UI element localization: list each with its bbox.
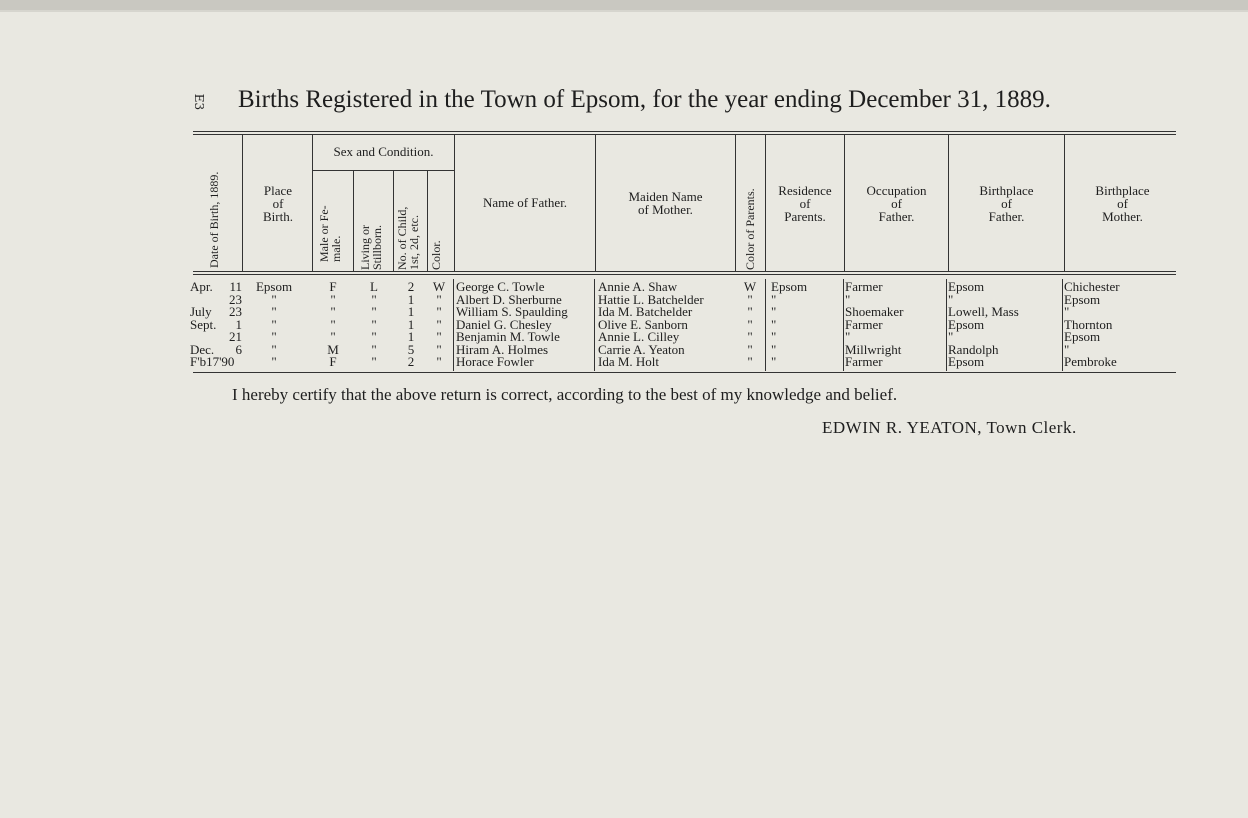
cell-occupation: " (845, 329, 851, 344)
col-divider (765, 279, 766, 371)
cell-month: July (190, 304, 212, 319)
cell-father: Horace Fowler (456, 354, 534, 369)
col-divider (353, 170, 354, 271)
header-parents-color: Color of Parents. (743, 188, 757, 270)
cell-father: George C. Towle (456, 279, 545, 294)
cell-residence: " (771, 329, 777, 344)
cell-mother: Olive E. Sanborn (598, 316, 688, 332)
cell-color: " (436, 329, 442, 344)
header-date: Date of Birth, 1889. (207, 171, 221, 268)
cell-father: Albert D. Sherburne (456, 291, 562, 307)
cell-pcolor: " (747, 354, 753, 369)
sex-group-underline (313, 170, 454, 171)
cell-month: Apr. (190, 279, 213, 294)
cell-color: " (436, 354, 442, 369)
cell-living: " (371, 329, 377, 344)
cell-sex: F (329, 354, 337, 369)
cell-mother: Annie A. Shaw (598, 279, 678, 294)
cell-month: Sept. (190, 316, 217, 332)
cell-pcolor: " (747, 341, 753, 357)
cell-day: 11 (229, 279, 242, 294)
cell-pcolor: " (747, 316, 753, 332)
col-divider (843, 279, 844, 371)
col-divider (594, 279, 595, 371)
cell-bp-mother: Epsom (1064, 329, 1101, 344)
cell-color: " (436, 316, 442, 332)
cell-month: Dec. (190, 341, 215, 357)
cell-place: " (271, 341, 277, 357)
cell-month: F'b17'90 (190, 354, 235, 369)
cell-residence: " (771, 341, 777, 357)
col-divider (946, 279, 947, 371)
header-sex: Male or Fe- male. (317, 205, 343, 262)
cell-occupation: " (845, 291, 851, 307)
cell-color: " (436, 304, 442, 319)
cell-occupation: Shoemaker (845, 304, 904, 319)
cell-occupation: Farmer (845, 279, 883, 294)
cell-bp-mother: Epsom (1064, 291, 1101, 307)
cell-bp-father: Epsom (948, 279, 985, 294)
col-divider (735, 134, 736, 271)
cell-mother: Carrie A. Yeaton (598, 341, 685, 357)
page-title: Births Registered in the Town of Epsom, for the year ending December 31, 1889. (238, 86, 1051, 113)
header-residence: Residence of Parents. (778, 183, 832, 224)
cell-bp-mother: Thornton (1064, 316, 1113, 332)
header-place: Place of Birth. (263, 183, 293, 224)
cell-father: William S. Spaulding (456, 304, 568, 319)
cell-sex: " (330, 316, 336, 332)
cell-occupation: Farmer (845, 316, 883, 332)
header-bottom-rule-2 (193, 274, 1176, 275)
cell-bp-father: Randolph (948, 341, 999, 357)
cell-occupation: Millwright (845, 341, 902, 357)
cell-residence: " (771, 304, 777, 319)
cell-father: Daniel G. Chesley (456, 316, 552, 332)
page-top-shadow (0, 10, 1248, 12)
header-top-rule (193, 131, 1176, 132)
header-top-rule-2 (193, 134, 1176, 135)
cell-num: 1 (407, 316, 415, 332)
cell-place: " (271, 291, 277, 307)
header-bp-mother: Birthplace of Mother. (1095, 183, 1150, 224)
cell-residence: " (771, 316, 777, 332)
cell-num: 1 (407, 304, 415, 319)
cell-num: 2 (407, 279, 415, 294)
cell-residence: Epsom (771, 279, 808, 294)
header-living: Living or Stillborn. (358, 224, 384, 270)
cell-father: Hiram A. Holmes (456, 341, 549, 357)
table-bottom-rule (193, 372, 1176, 373)
cell-pcolor: " (747, 291, 753, 307)
cell-day: 6 (235, 341, 242, 357)
cell-bp-father: " (948, 329, 954, 344)
col-divider (393, 170, 394, 271)
cell-sex: M (327, 341, 339, 357)
cell-bp-mother: Pembroke (1064, 354, 1117, 369)
header-bottom-rule (193, 271, 1176, 272)
cell-day: 21 (229, 329, 242, 344)
header-father: Name of Father. (482, 195, 568, 210)
cell-day: 23 (229, 291, 242, 307)
cell-pcolor: " (747, 304, 753, 319)
cell-mother: Annie L. Cilley (598, 329, 680, 344)
cell-living: " (371, 316, 377, 332)
header-bp-father: Birthplace of Father. (979, 183, 1034, 224)
cell-day: 1 (235, 316, 242, 332)
cell-bp-mother: " (1064, 304, 1070, 319)
header-sex-group: Sex and Condition. (333, 144, 434, 159)
cell-living: " (371, 304, 377, 319)
cell-occupation: Farmer (845, 354, 883, 369)
cell-sex: F (329, 279, 337, 294)
cell-bp-mother: Chichester (1064, 279, 1120, 294)
cell-sex: " (330, 329, 336, 344)
cell-residence: " (771, 291, 777, 307)
cell-num: 5 (407, 341, 415, 357)
col-divider (453, 279, 454, 371)
cell-color: W (432, 279, 446, 294)
cell-place: " (271, 329, 277, 344)
header-color: Color. (429, 240, 443, 270)
cell-num: 1 (407, 329, 415, 344)
cell-num: 2 (407, 354, 415, 369)
cell-living: L (370, 279, 378, 294)
cell-pcolor: W (743, 279, 757, 294)
page-number: E3 (192, 93, 206, 111)
cell-color: " (436, 291, 442, 307)
cell-bp-father: Epsom (948, 316, 985, 332)
cell-bp-mother: " (1064, 341, 1070, 357)
cell-living: " (371, 291, 377, 307)
cell-living: " (371, 341, 377, 357)
cell-mother: Ida M. Batchelder (598, 304, 693, 319)
cell-residence: " (771, 354, 777, 369)
page-top-edge (0, 0, 1248, 10)
certification-text: I hereby certify that the above return is correct, according to the best of my knowledge and belief. (232, 385, 898, 404)
header-child-no: No. of Child, 1st, 2d, etc. (395, 206, 421, 270)
cell-sex: " (330, 291, 336, 307)
col-divider (1062, 279, 1063, 371)
cell-day: 23 (229, 304, 242, 319)
cell-father: Benjamin M. Towle (456, 329, 560, 344)
clerk-signature: EDWIN R. YEATON, Town Clerk. (822, 418, 1077, 437)
cell-living: " (371, 354, 377, 369)
cell-num: 1 (407, 291, 415, 307)
header-occupation: Occupation of Father. (866, 183, 927, 224)
cell-place: " (271, 354, 277, 369)
cell-pcolor: " (747, 329, 753, 344)
cell-place: " (271, 316, 277, 332)
cell-bp-father: " (948, 291, 954, 307)
cell-color: " (436, 341, 442, 357)
cell-mother: Hattie L. Batchelder (598, 291, 704, 307)
cell-bp-father: Epsom (948, 354, 985, 369)
col-divider (427, 170, 428, 271)
cell-mother: Ida M. Holt (598, 354, 660, 369)
cell-place: " (271, 304, 277, 319)
cell-sex: " (330, 304, 336, 319)
cell-place: Epsom (255, 279, 293, 294)
header-mother: Maiden Name of Mother. (628, 189, 703, 217)
cell-bp-father: Lowell, Mass (948, 304, 1019, 319)
